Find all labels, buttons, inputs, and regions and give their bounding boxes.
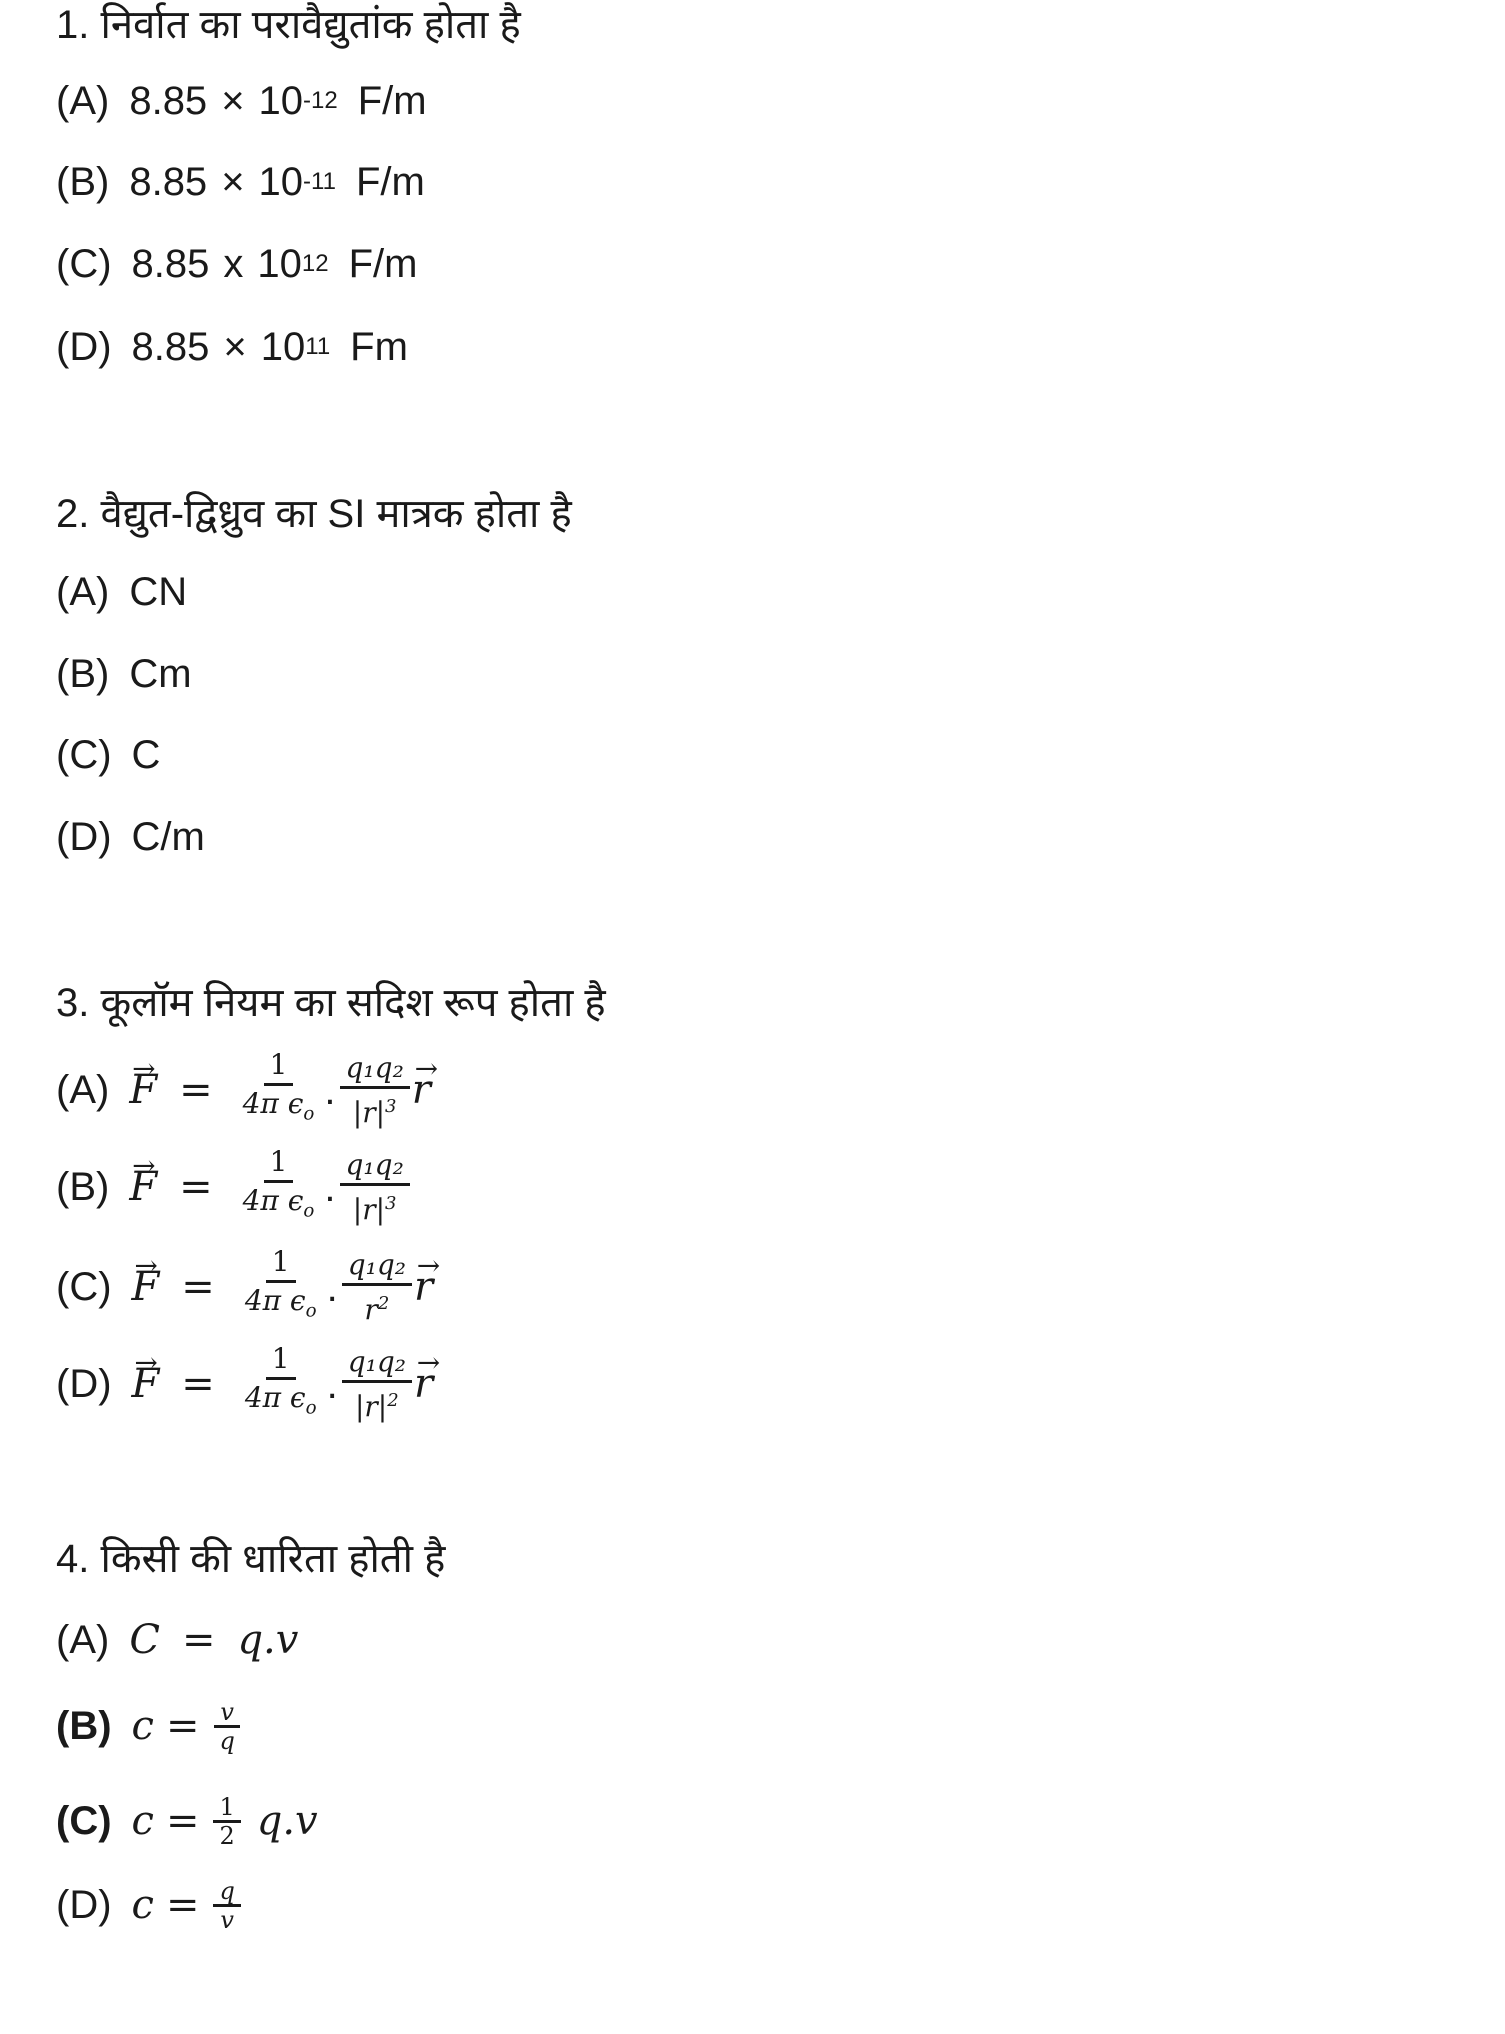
rhs: q.v (237, 1617, 299, 1663)
q2-option-c (56, 725, 160, 785)
unit: F/m (355, 159, 425, 204)
option-text: CN (129, 569, 188, 614)
question-2-text (56, 481, 572, 541)
numerator: 1 (266, 1244, 296, 1283)
q4-option-b (56, 1696, 243, 1756)
numerator: q₁q₂ (342, 1247, 412, 1286)
mantissa: 8.85 (131, 241, 210, 286)
option-label: (A) (56, 78, 110, 123)
force-vector: → F (129, 1067, 157, 1113)
base: 10 (258, 78, 304, 123)
fraction-constant (237, 1047, 321, 1133)
denominator: $|r|^3$ (352, 1095, 397, 1129)
option-label: (C) (56, 241, 112, 286)
numerator: q (213, 1878, 240, 1907)
question-4-text (56, 1526, 445, 1586)
fraction-charges (342, 1247, 412, 1328)
option-label: (A) (56, 1617, 110, 1662)
times-sign: × (223, 324, 247, 369)
exponent: 11 (305, 333, 331, 360)
base: 10 (257, 241, 302, 286)
fraction-charges (342, 1344, 412, 1425)
question-3-text (56, 970, 606, 1030)
option-label: (C) (56, 1798, 112, 1843)
equals-sign: = (179, 1164, 213, 1210)
equals-sign: = (179, 1067, 213, 1113)
option-label: (B) (56, 159, 110, 204)
exponent: -11 (303, 168, 336, 195)
option-label: (A) (56, 569, 110, 614)
denominator: 4π $\epsilon_o$ (244, 1381, 317, 1419)
option-label: (C) (56, 1264, 112, 1309)
denominator: $|r|^3$ (352, 1192, 397, 1226)
option-label: (D) (56, 814, 112, 859)
denominator: $|r|^2$ (354, 1389, 399, 1423)
r-vector: → r (414, 1361, 433, 1407)
times-sign: × (221, 159, 245, 204)
fraction-constant (239, 1341, 323, 1427)
q1-option-d (56, 317, 408, 377)
question-text: 2. वैद्युत-द्विध्रुव का SI मात्रक होता है (56, 491, 572, 536)
equals-sign: = (181, 1264, 215, 1310)
fraction-constant (239, 1244, 323, 1330)
q1-option-a (56, 71, 427, 131)
numerator: q₁q₂ (340, 1147, 410, 1186)
unit: F/m (357, 78, 427, 123)
base: 10 (258, 159, 304, 204)
r-vector: → r (412, 1067, 431, 1113)
q2-option-d (56, 807, 205, 867)
numerator: q₁q₂ (342, 1344, 412, 1383)
option-text: Cm (129, 651, 192, 696)
unit: F/m (348, 241, 418, 286)
denominator: v (220, 1905, 234, 1934)
q3-option-c: (C) → F = $\frac{1}{4\pi \epsilon_o}$ . $\frac{\text{q₁q₂}}{r^2}$ → r (56, 1257, 433, 1317)
option-label: (B) (56, 1703, 112, 1748)
q2-option-a (56, 562, 187, 622)
question-text: 1. निर्वात का परावैद्युतांक होता है (56, 2, 521, 47)
mantissa: 8.85 (129, 159, 208, 204)
denominator: 2 (219, 1821, 235, 1850)
equals-sign: = (165, 1798, 200, 1844)
numerator: q₁q₂ (340, 1050, 410, 1089)
equals-sign: = (181, 1617, 216, 1663)
option-label: (D) (56, 1361, 112, 1406)
option-label: (C) (56, 732, 112, 777)
q1-option-c (56, 234, 417, 294)
times-sign: × (221, 78, 245, 123)
option-label: (D) (56, 324, 112, 369)
rhs: q.v (256, 1798, 318, 1844)
question-text: 4. किसी की धारिता होती है (56, 1536, 446, 1581)
mantissa: 8.85 (129, 78, 208, 123)
force-vector: → F (132, 1264, 160, 1310)
question-text: 3. कूलॉम नियम का सदिश रूप होता है (56, 980, 606, 1025)
equals-sign: = (165, 1882, 200, 1928)
option-label: (D) (56, 1882, 112, 1927)
fraction (213, 1794, 240, 1849)
capacitance-symbol: c (131, 1798, 154, 1844)
numerator: 1 (264, 1144, 294, 1183)
capacitance-symbol: C (129, 1617, 160, 1663)
exponent: -12 (303, 87, 338, 114)
option-text: C (131, 732, 161, 777)
q2-option-b (56, 644, 192, 704)
equals-sign: = (181, 1361, 215, 1407)
option-label: (A) (56, 1067, 110, 1112)
fraction-charges (340, 1050, 410, 1131)
option-text: C/m (131, 814, 205, 859)
option-label: (B) (56, 1164, 110, 1209)
question-1-text (56, 0, 521, 52)
equals-sign: = (165, 1703, 200, 1749)
mantissa: 8.85 (131, 324, 210, 369)
denominator: 4π $\epsilon_o$ (242, 1184, 315, 1222)
denominator: $r^2$ (364, 1292, 390, 1326)
q3-option-b: (B) → F = $\frac{1}{4\pi \epsilon_o}$ . $\frac{\text{q₁q₂}}{|r|^3}$ (56, 1157, 412, 1217)
force-vector: → F (132, 1361, 160, 1407)
capacitance-symbol: c (131, 1703, 154, 1749)
numerator: 1 (264, 1047, 294, 1086)
capacitance-symbol: c (131, 1882, 154, 1928)
denominator: q (219, 1726, 235, 1755)
q4-option-d (56, 1875, 243, 1935)
fraction-charges (340, 1147, 410, 1228)
numerator: 1 (213, 1794, 240, 1823)
r-vector: → r (414, 1264, 433, 1310)
q4-option-c (56, 1791, 318, 1851)
fraction (213, 1699, 240, 1754)
denominator: 4π $\epsilon_o$ (244, 1284, 317, 1322)
q4-option-a (56, 1610, 298, 1670)
q3-option-a: (A) → F = $\frac{1}{4\pi \epsilon_o}$ . $\frac{\text{q₁q₂}}{|r|^3}$ → r (56, 1060, 431, 1120)
times-sign: x (223, 241, 244, 286)
q3-option-d: (D) → F = $\frac{1}{4\pi \epsilon_o}$ . $\frac{\text{q₁q₂}}{|r|^2}$ → r (56, 1354, 433, 1414)
option-label: (B) (56, 651, 110, 696)
base: 10 (260, 324, 306, 369)
fraction-constant (237, 1144, 321, 1230)
fraction (213, 1878, 240, 1933)
unit: Fm (350, 324, 408, 369)
denominator: 4π $\epsilon_o$ (242, 1087, 315, 1125)
q1-option-b (56, 152, 425, 212)
force-vector: → F (129, 1164, 157, 1210)
exponent: 12 (301, 250, 329, 277)
numerator: v (214, 1699, 240, 1728)
numerator: 1 (266, 1341, 296, 1380)
